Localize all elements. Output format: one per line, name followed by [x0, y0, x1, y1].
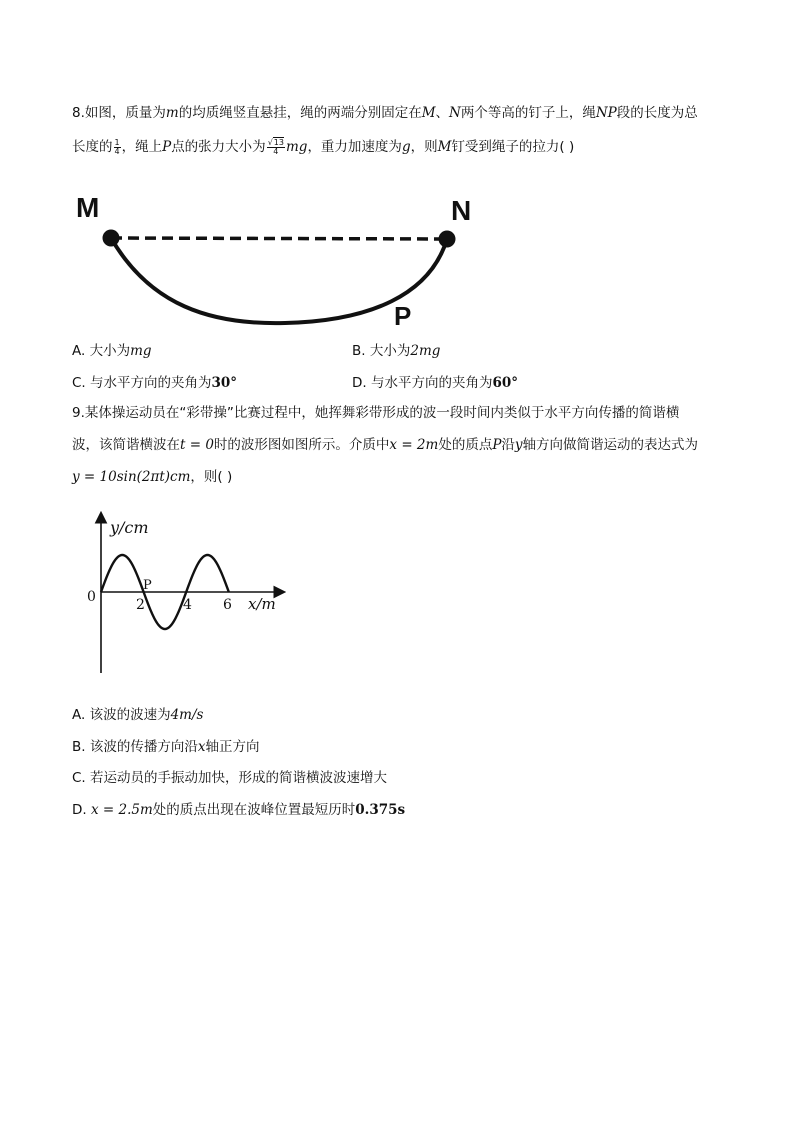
option-label: B. 该波的传播方向沿: [72, 739, 198, 755]
equation: y = 10sin(2πt)cm: [72, 469, 191, 485]
option-value: 2mg: [410, 343, 441, 359]
math: mg: [285, 139, 308, 155]
text: 长度的: [72, 139, 113, 155]
option-C[interactable]: [72, 373, 237, 393]
tick-label-6: 6: [223, 597, 232, 613]
option-A[interactable]: [72, 705, 203, 725]
text: 点的张力大小为: [171, 139, 266, 155]
math: x = 2m: [389, 437, 439, 453]
origin-label: 0: [87, 589, 96, 605]
math: P: [162, 139, 172, 155]
text: ，则( ): [190, 469, 233, 485]
option-B[interactable]: [72, 737, 259, 757]
fraction-denominator: 4: [114, 146, 120, 156]
text: 轴方向做简谐运动的表达式为: [522, 437, 699, 453]
math: P: [492, 437, 502, 453]
q9-line-2: [72, 435, 698, 455]
wave-graph: [80, 508, 300, 678]
nail-M: [103, 230, 120, 247]
label-N: N: [451, 195, 472, 226]
option-value: 60°: [492, 375, 519, 391]
q9-line-1: [72, 403, 679, 423]
math: y: [514, 437, 523, 453]
option-label: A. 该波的波速为: [72, 707, 171, 723]
y-axis-label: y/cm: [110, 518, 149, 537]
option-label: A. 大小为: [72, 343, 131, 359]
option-C[interactable]: [72, 768, 387, 788]
option-A[interactable]: [72, 341, 152, 361]
fraction-denominator: 4: [273, 146, 279, 156]
nail-N: [439, 231, 456, 248]
math: m: [165, 105, 179, 121]
option-label: D.: [72, 802, 91, 818]
option-label: 处的质点出现在波峰位置最短历时: [152, 802, 356, 818]
rope-diagram: [70, 185, 490, 335]
text: 的均质绳竖直悬挂，绳的两端分别固定在: [178, 105, 422, 121]
tick-label-4: 4: [183, 597, 192, 613]
tension-fraction: [267, 139, 285, 156]
q8-line-1: [72, 103, 698, 123]
option-label: C. 若运动员的手振动加快，形成的简谐横波波速增大: [72, 770, 388, 786]
math: NP: [595, 105, 617, 121]
x-axis-label: x/m: [248, 595, 276, 613]
text: 波，该简谐横波在: [72, 437, 180, 453]
math: x = 2.5m: [90, 802, 153, 818]
text: 处的质点: [438, 437, 493, 453]
math: M: [421, 105, 436, 121]
text: ，则: [410, 139, 438, 155]
question-number: 9.: [72, 405, 85, 421]
text: 两个等高的钉子上，绳: [460, 105, 596, 121]
math: x: [197, 739, 206, 755]
option-value: 30°: [211, 375, 238, 391]
text: ，重力加速度为: [307, 139, 402, 155]
option-label: B. 大小为: [352, 343, 411, 359]
dashed-line: [111, 238, 447, 239]
text: 时的波形图如图所示。介质中: [213, 437, 390, 453]
option-D[interactable]: [352, 373, 518, 393]
point-P-label: P: [143, 578, 152, 593]
option-value: 0.375s: [355, 802, 406, 818]
text: 钉受到绳子的拉力( ): [451, 139, 575, 155]
option-value: 4m/s: [170, 707, 204, 723]
option-value: mg: [130, 343, 152, 359]
tick-label-2: 2: [136, 597, 145, 613]
q9-line-3: [72, 467, 232, 487]
math: M: [437, 139, 452, 155]
option-B[interactable]: [352, 341, 440, 361]
option-label: 轴正方向: [205, 739, 260, 755]
option-label: D. 与水平方向的夹角为: [352, 375, 493, 391]
math: N: [449, 105, 461, 121]
q8-line-2: [72, 137, 574, 157]
option-label: C. 与水平方向的夹角为: [72, 375, 212, 391]
sqrt-radicand: 13: [273, 137, 284, 147]
text: 如图，质量为: [84, 105, 166, 121]
fraction-numerator: 1: [114, 137, 120, 147]
text: 、: [435, 105, 450, 121]
text: ，绳上: [121, 139, 163, 155]
option-D[interactable]: [72, 800, 405, 820]
fraction: [114, 139, 121, 156]
math: t = 0: [180, 437, 214, 453]
label-P: P: [394, 301, 412, 331]
question-number: 8.: [72, 105, 85, 121]
sqrt: √13: [267, 137, 284, 147]
label-M: M: [76, 192, 100, 223]
math: g: [401, 139, 411, 155]
text: 沿: [501, 437, 515, 453]
text: 段的长度为总: [616, 105, 698, 121]
text: 某体操运动员在“彩带操”比赛过程中，她挥舞彩带形成的波一段时间内类似于水平方向传播的简谐横: [84, 405, 680, 421]
